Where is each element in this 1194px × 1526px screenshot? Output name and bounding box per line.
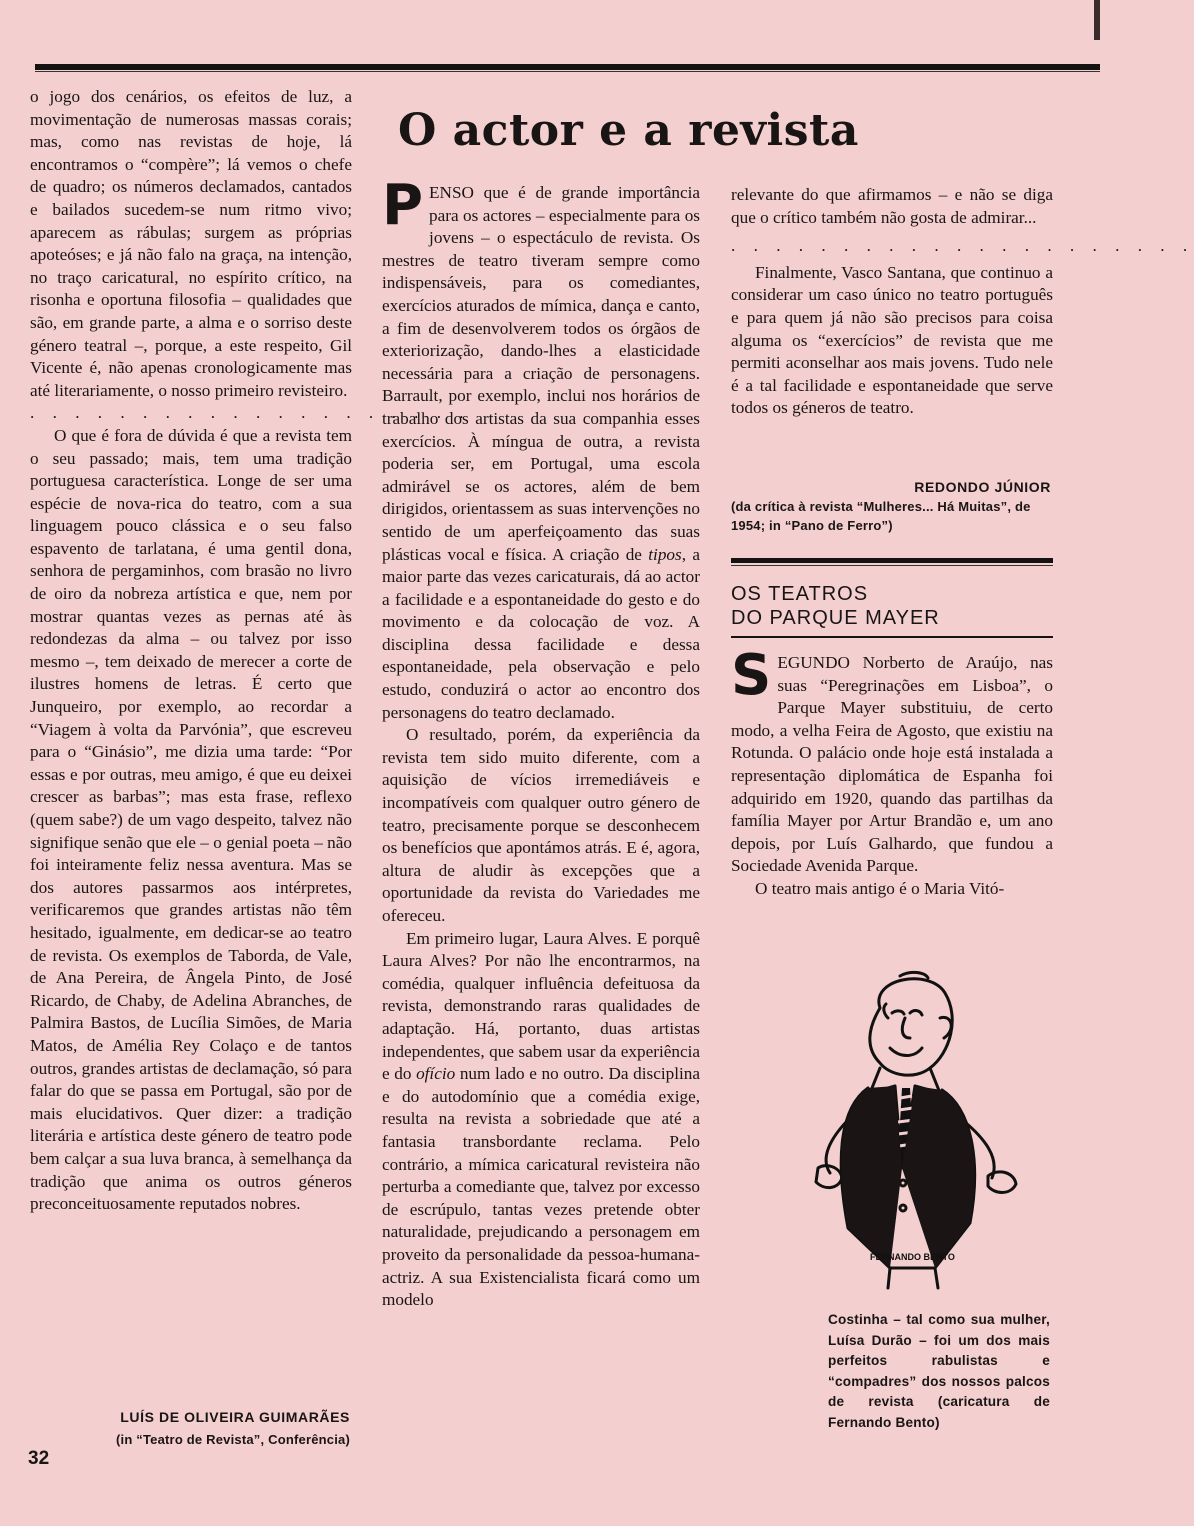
middle-paragraph-1-text: que é de grande importância para os actores – especialmente para os jovens – o espectáculo de revista. Os mestres de teatro tiveram sempre como indispensáveis, para os comediantes, exercícios aturados de mímica, dança e canto, a fim de desenvolverem todos os órgãos de exteriorização, dando-lhes a elasticidade necessária para a criação de personagens. Barrault, por exemplo, inclui nos horários de trabalho dos artistas da sua companhia esses exercícios. À míngua de outra, a revista poderia ser, em Portugal, uma escola admirável se os actores, além de bem dirigidos, orientassem as suas intervenções no sentido de um aperfeiçoamento das suas plásticas vocal e física. A criação de xyxy=(382,183,700,564)
left-source: (in “Teatro de Revista”, Conferência) xyxy=(116,1432,350,1447)
left-ellipsis: . . . . . . . . . . . . . . . . . . . . xyxy=(30,403,471,423)
middle-paragraph-3-end: num lado e no outro. Da disciplina e do autodomínio que a comédia exige, resulta na revista a sobriedade que até a fantasia transbordante reclama. Pelo contrário, a mímica caricatural revisteira não perturba a comediante que, talvez por excesso de escrúpulo, tantas vezes pretende obter naturalidade, prejudicando a personagem em proveito da personalidade da pessoa-humana-actriz. A sua Existencialista ficará como um modelo xyxy=(382,1064,700,1310)
right-author: REDONDO JÚNIOR xyxy=(914,479,1051,495)
left-paragraph-2: O que é fora de dúvida é que a revista tem o seu passado; mais, tem uma tradição portuguesa característica. Longe de ser uma espécie de nova-rica do teatro, com a sua linguagem pouco clássica e o seu falso espavento de tarlatana, é uma gentil dona, senhora de pergaminhos, com brasão no livro de oiro da nobreza artística e que, nem por mostrar quantas vezes as pernas até às redondezas da alma – ou talvez por isso mesmo –, tem deixado de merecer a corte de ilustres homens de letras. É certo que Junqueiro, por exemplo, ao recordar a “Viagem à volta da Parvónia”, que escreveu para o “Ginásio”, me dizia uma tarde: “Por essas e por outras, meu amigo, é que eu deixei crescer as barbas”; mas esta frase, reflexo (quem sabe?) de um vago despeito, talvez não signifique senão que ele – o genial poeta – não foi inteiramente feliz nessa aventura. Mas se dos autores passarmos aos intérpretes, verificaremos que grandes artistas não têm hesitado, igualmente, em dedicar-se ao teatro de revista. Os exemplos de Taborda, de Vale, de Ana Pereira, de Ângela Pinto, de José Ricardo, de Chaby, de Adelina Abranches, de Palmira Bastos, de Lucília Simões, de Maria Matos, de Amélia Rey Colaço e de tantos outros, grandes artistas de declamação, só para falar do que se passa em Portugal, são por de mais elucidativos. Quer dizer: a tradição literária e artística deste género de teatro pode bem calçar a sua luva branca, à semelhança da tradição que anima os outros géneros preconceituosamente reputados nobres. xyxy=(30,425,352,1214)
section-title-line-1: OS TEATROS xyxy=(731,583,869,605)
caricature-signature: FERNANDO BENTO xyxy=(870,1252,955,1262)
section-rule xyxy=(731,558,1053,563)
section-title xyxy=(731,582,1053,630)
section-title-underline xyxy=(731,636,1053,638)
section-paragraph-2: O teatro mais antigo é o Maria Vitó- xyxy=(755,878,1005,898)
right-paragraph-1: relevante do que afirmamos – e não se diga que o crítico também não gosta de admirar... xyxy=(731,185,1053,227)
section-lead-word: EGUNDO xyxy=(777,653,850,672)
right-paragraph-2: Finalmente, Vasco Santana, que continuo a considerar um caso único no teatro português e para quem já não são precisos para coisa alguma os “exercícios” de revista que me permiti aconselhar aos mais jovens. Tudo nele é a tal facilidade e espontaneidade que serve todos os géneros de teatro. xyxy=(731,262,1053,418)
page-edge-mark xyxy=(1094,0,1100,40)
middle-paragraph-2: O resultado, porém, da experiência da revista tem sido muito diferente, com a aquisição de vícios irremediáveis e incompatíveis com qualquer outro género de teatro, precisamente porque se desconhecem os benefícios que apontámos atrás. E é, agora, altura de aludir às excepções que a oportunidade da revista do Variedades me ofereceu. xyxy=(382,725,700,925)
article-title: O actor e a revista xyxy=(398,105,859,156)
middle-lead-word: ENSO xyxy=(429,183,474,202)
page-number: 32 xyxy=(28,1448,50,1469)
middle-column xyxy=(382,173,700,1312)
top-rule-thin xyxy=(35,71,1100,72)
middle-italic-oficio: ofício xyxy=(416,1064,456,1084)
section-paragraph-1-text: Norberto de Araújo, nas suas “Peregrinações em Lisboa”, o Parque Mayer substituiu, de certo modo, a velha Feira de Agosto, que existiu na Rotunda. O palácio onde hoje está instalada a representação diplomática de Espanha foi adquirido em 1920, quando das partilhas da família Mayer por Artur Brandão e, um ano depois, por Luís Galhardo, que fundou a Sociedade Avenida Parque. xyxy=(731,653,1053,876)
top-rule xyxy=(35,64,1100,70)
dropcap-p: P xyxy=(382,173,424,238)
left-author: LUÍS DE OLIVEIRA GUIMARÃES xyxy=(120,1409,350,1425)
middle-paragraph-1 xyxy=(382,173,700,724)
middle-paragraph-3-text: Em primeiro lugar, Laura Alves. E porquê Laura Alves? Por não lhe encontrarmos, na comédia, qualquer influência defeituosa da revista, demonstrando raras qualidades de adaptação. Há, portanto, duas artistas independentes, que sabem usar da experiência e do xyxy=(382,928,700,1084)
section-rule-thin xyxy=(731,565,1053,566)
illustration-caption: Costinha – tal como sua mulher, Luísa Durão – foi um dos mais perfeitos rabulistas e “compadres” dos nossos palcos de revista (caricatura de Fernando Bento) xyxy=(828,1312,1050,1430)
right-source: (da crítica à revista “Mulheres... Há Muitas”, de 1954; in “Pano de Ferro”) xyxy=(731,499,1031,533)
right-column xyxy=(731,184,1194,420)
middle-paragraph-3 xyxy=(382,928,700,1312)
middle-paragraph-1-end: , a maior parte das vezes caricaturais, dá ao actor a facilidade e a espontaneidade do gesto e do movimento e da colocação de voz. A disciplina dessa facilidade e dessa espontaneidade, pela observação e pelo estudo, conduzirá o actor ao encontro dos personagens do teatro declamado. xyxy=(382,544,700,722)
costinha-caricature xyxy=(810,968,1050,1298)
right-ellipsis: . . . . . . . . . . . . . . . . . . . . . xyxy=(731,236,1194,256)
section-title-line-2: DO PARQUE MAYER xyxy=(731,607,940,629)
dropcap-s: S xyxy=(731,643,772,708)
section-paragraph-1 xyxy=(731,643,1053,878)
section-body xyxy=(731,643,1053,901)
left-paragraph-1: o jogo dos cenários, os efeitos de luz, a movimentação de numerosas massas corais; mas, como nas revistas de hoje, lá encontramos o “compère”; lá vemos o chefe de quadro; os números declamados, cantados e bailados sucedem-se num ritmo vivo; aparecem as rábulas; surgem as próprias apoteóses; e já não falo na graça, na intenção, no traço caricatural, no espírito crítico, na risonha e oportuna filosofia – qualidades que são, em grande parte, a alma e o sorriso deste género teatral –, porque, a este respeito, Gil Vicente é, não apenas cronologicamente mas até literariamente, o nosso primeiro revisteiro. xyxy=(30,87,352,400)
middle-italic-tipos: tipos xyxy=(648,544,682,564)
